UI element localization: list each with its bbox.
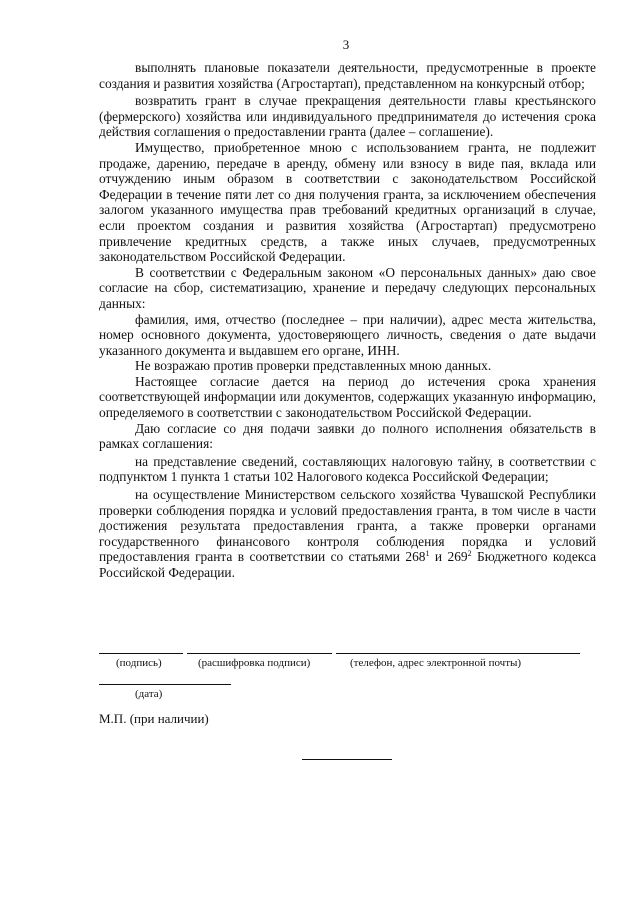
paragraph-ministry-check — [99, 487, 596, 581]
footnote-marker-1: 1 — [425, 549, 430, 559]
paragraph-personal-data-list: фамилия, имя, отчество (последнее – при наличии), адрес места жительства, номер основного документа, удостоверяющего личность, сведения о дате выдачи указанного документа и выдавшем его органе, ИНН. — [99, 311, 596, 358]
end-separator — [302, 759, 392, 760]
contact-line — [336, 653, 580, 654]
document-body — [99, 60, 596, 581]
footnote-marker-2: 2 — [467, 549, 472, 559]
paragraph-consent-period: Настоящее согласие дается на период до истечения срока хранения соответствующей информации или документов, содержащих указанную информацию, определяемого в соответствии с законодательством Российской Федерации. — [99, 373, 596, 421]
paragraph-tax-secret: на представление сведений, составляющих налоговую тайну, в соответствии с подпунктом 1 пункта 1 статьи 102 Налогового кодекса Российской Федерации; — [99, 453, 596, 485]
paragraph-consent-from-date: Даю согласие со дня подачи заявки до полного исполнения обязательств в рамках соглашения: — [99, 420, 596, 452]
signature-label: (подпись) — [116, 657, 162, 669]
paragraph-no-objection: Не возражаю против проверки представленных мною данных. — [135, 358, 492, 374]
paragraph-personal-data-consent: В соответствии с Федеральным законом «О персональных данных» даю свое согласие на сбор, систематизацию, хранение и передачу следующих персональных данных: — [99, 264, 596, 311]
contact-label: (телефон, адрес электронной почты) — [350, 657, 522, 669]
signature-line — [99, 653, 183, 654]
page-number: 3 — [342, 37, 350, 52]
ministry-check-text-1: на осуществление Министерством сельского хозяйства Чувашской Республики проверки соблюдения порядка и условий предоставления гранта, в том числе в части достижения результата предоставления гранта, а также проверки органами государственного финансового контроля соблюдения порядка и условий предоставления гранта в соответствии со статьями 268 — [99, 487, 596, 565]
date-line — [99, 684, 231, 685]
paragraph-property-restriction: Имущество, приобретенное мною с использованием гранта, не подлежит продаже, дарению, передаче в аренду, обмену или взносу в виде пая, вклада или отчуждению иным образом в соответствии с законодательством Российской Федерации в течение пяти лет со дня получения гранта, за исключением обеспечения залогом указанного имущества прав требований кредитных организаций в случае, если проектом создания и развития хозяйства (Агростартап) предусмотрено привлечение кредитных средств, а также иных случаев, предусмотренных законодательством Российской Федерации. — [99, 139, 596, 265]
stamp-label: М.П. (при наличии) — [99, 711, 209, 726]
paragraph-plan-indicators: выполнять плановые показатели деятельности, предусмотренные в проекте создания и развития хозяйства (Агростартап), представленном на конкурсный отбор; — [99, 60, 596, 91]
ministry-check-text-3: Бюджетного кодекса Российской Федерации. — [99, 549, 597, 580]
date-label: (дата) — [135, 688, 163, 700]
decryption-label: (расшифровка подписи) — [198, 657, 311, 669]
paragraph-return-grant: возвратить грант в случае прекращения деятельности главы крестьянского (фермерского) хозяйства или индивидуального предпринимателя до истечения срока действия соглашения о предоставлении гранта (далее – соглашение). — [99, 93, 596, 140]
ministry-check-text-2: и 269 — [429, 549, 468, 565]
decryption-line — [187, 653, 332, 654]
